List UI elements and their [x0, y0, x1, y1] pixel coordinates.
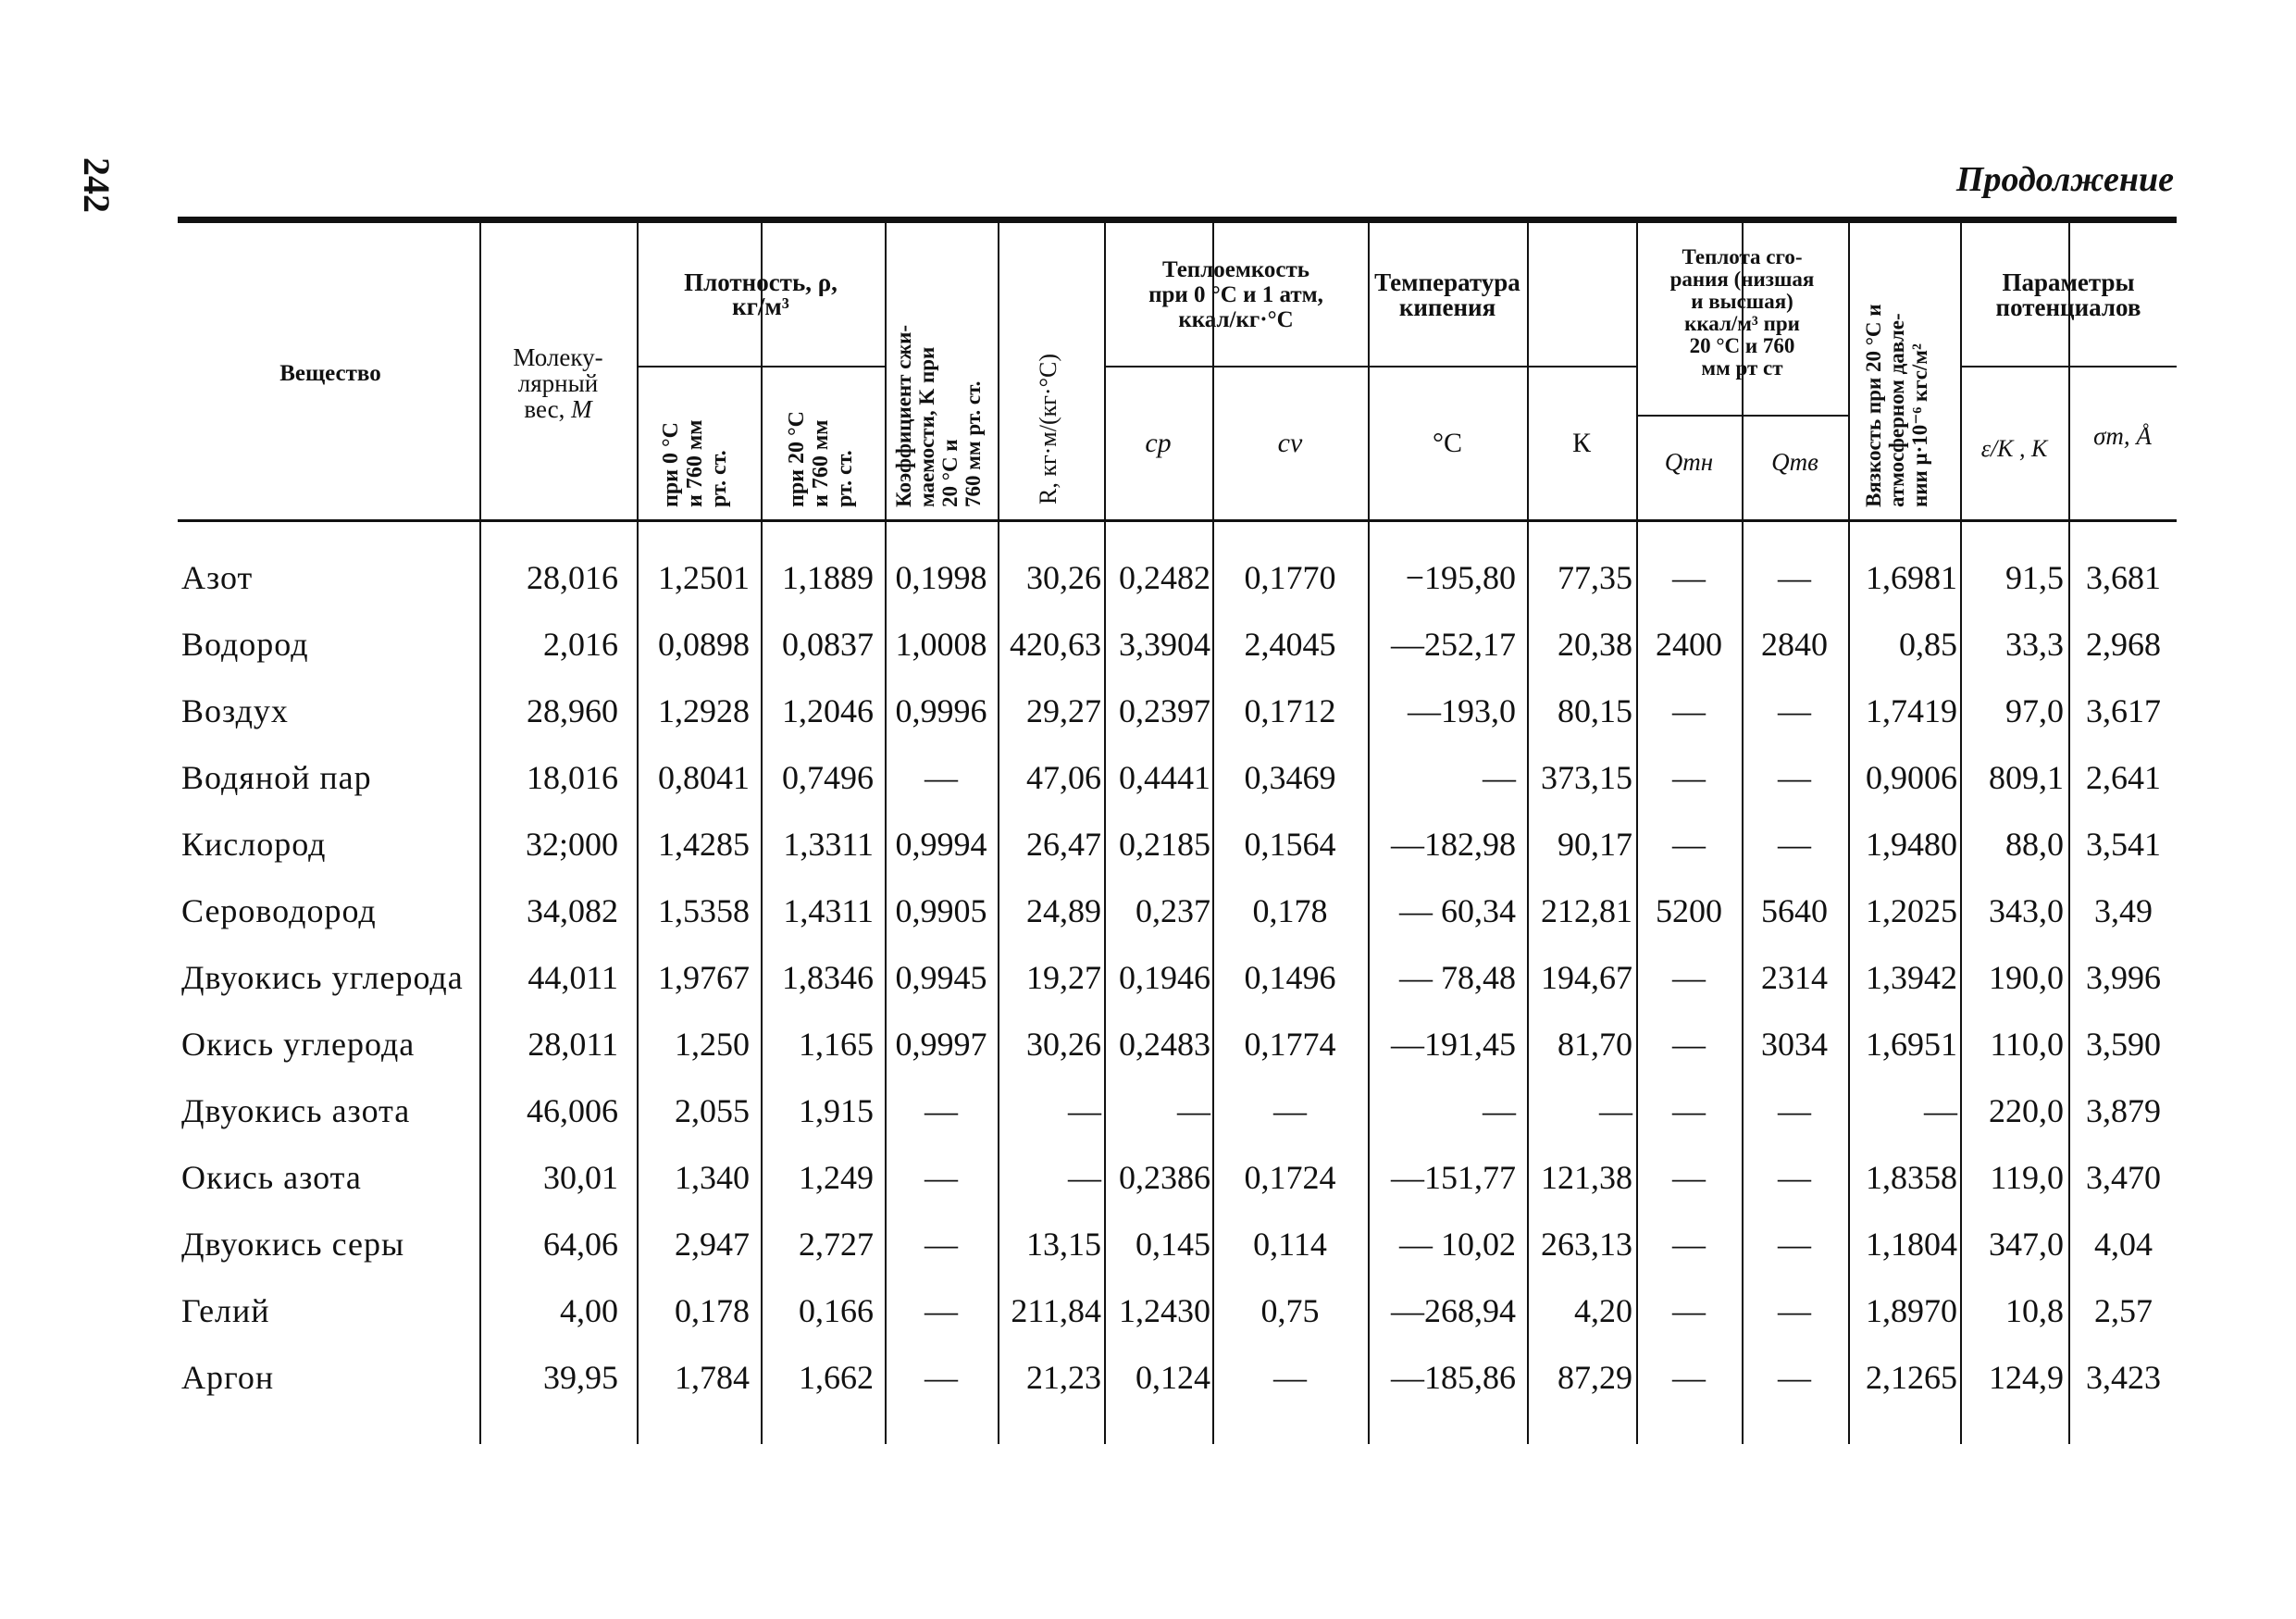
substance-name: Аргон	[181, 1359, 275, 1396]
cell-M: 64,06	[543, 1226, 618, 1263]
cell-qn: —	[1672, 1359, 1706, 1396]
header-boiling-group: Температура кипения	[1374, 268, 1520, 321]
cell-K: —	[925, 1292, 958, 1329]
cell-rho0: 1,250	[675, 1026, 750, 1063]
cell-sig: 3,996	[2086, 959, 2161, 996]
cell-mu: 0,85	[1899, 626, 1957, 663]
header-sigma: σm, Å	[2093, 422, 2152, 450]
cell-qn: 5200	[1656, 892, 1722, 929]
cell-eps: 347,0	[1989, 1226, 2064, 1263]
cell-M: 39,95	[543, 1359, 618, 1396]
table-row	[0, 1277, 2296, 1344]
cell-rho0: 1,784	[675, 1359, 750, 1396]
cell-qv: 2314	[1761, 959, 1828, 996]
cell-tk: 81,70	[1558, 1026, 1632, 1063]
header-boiling-k: К	[1571, 428, 1591, 458]
table-row	[0, 944, 2296, 1011]
cell-R: 13,15	[1026, 1226, 1101, 1263]
cell-K: 0,9945	[895, 959, 987, 996]
cell-M: 28,960	[527, 692, 618, 729]
substance-name: Двуокись серы	[181, 1226, 405, 1263]
cell-eps: 91,5	[2005, 559, 2064, 596]
cell-qn: —	[1672, 1026, 1706, 1063]
cell-rho20: 1,249	[799, 1159, 874, 1196]
cell-rho20: 1,3311	[783, 826, 874, 863]
cell-eps: 88,0	[2005, 826, 2064, 863]
cell-sig: 3,423	[2086, 1359, 2161, 1396]
cell-cp: 0,2482	[1119, 559, 1210, 596]
cell-rho0: 2,947	[675, 1226, 750, 1263]
cell-sig: 3,617	[2086, 692, 2161, 729]
header-density-0: при 0 °С и 760 мм рт. ст.	[659, 419, 731, 507]
cell-rho0: 1,2928	[658, 692, 750, 729]
header-combustion-group: Теплота сго- рания (низшая и высшая) ккал/м³ при 20 °С и 760 мм рт ст	[1669, 245, 1815, 380]
cell-mu: 1,8970	[1866, 1292, 1957, 1329]
cell-qn: —	[1672, 1292, 1706, 1329]
cell-K: 0,9996	[895, 692, 987, 729]
cell-rho0: 1,9767	[658, 959, 750, 996]
substance-name: Кислород	[181, 826, 327, 863]
substance-name: Водяной пар	[181, 759, 372, 796]
cell-qv: —	[1778, 692, 1811, 729]
cell-sig: 3,681	[2086, 559, 2161, 596]
header-q-high: Qтв	[1771, 448, 1818, 476]
cell-tc: —268,94	[1391, 1292, 1516, 1329]
table-row	[0, 1344, 2296, 1411]
cell-tk: 263,13	[1541, 1226, 1632, 1263]
cell-R: 47,06	[1026, 759, 1101, 796]
header-density-group: Плотность, ρ, кг/м³	[684, 268, 838, 320]
table-row	[0, 1211, 2296, 1277]
cell-tk: 87,29	[1558, 1359, 1632, 1396]
header-cp: cp	[1145, 428, 1172, 458]
cell-sig: 2,57	[2094, 1292, 2153, 1329]
cell-qv: —	[1778, 826, 1811, 863]
cell-R: 420,63	[1010, 626, 1101, 663]
cell-cv: 0,1770	[1244, 559, 1336, 596]
cell-R: 29,27	[1026, 692, 1101, 729]
cell-sig: 3,590	[2086, 1026, 2161, 1063]
cell-rho20: 1,165	[799, 1026, 874, 1063]
cell-tc: —	[1483, 1092, 1516, 1129]
cell-M: 46,006	[527, 1092, 618, 1129]
header-compressibility: Коэффициент сжи- маемости, K при 20 °С и 760 мм рт. ст.	[892, 324, 985, 507]
cell-cp: 0,1946	[1119, 959, 1210, 996]
substance-name: Двуокись углерода	[181, 959, 464, 996]
cell-eps: 10,8	[2005, 1292, 2064, 1329]
cell-M: 30,01	[543, 1159, 618, 1196]
cell-M: 2,016	[543, 626, 618, 663]
table-row	[0, 1077, 2296, 1144]
cell-tk: 121,38	[1541, 1159, 1632, 1196]
cell-tc: —	[1483, 759, 1516, 796]
cell-qn: —	[1672, 826, 1706, 863]
cell-tc: —151,77	[1391, 1159, 1516, 1196]
cell-qv: —	[1778, 1292, 1811, 1329]
cell-cp: 1,2430	[1119, 1292, 1210, 1329]
cell-K: 0,1998	[895, 559, 987, 596]
cell-rho0: 2,055	[675, 1092, 750, 1129]
cell-tk: 90,17	[1558, 826, 1632, 863]
header-eps-k: ε/K , К	[1980, 435, 2048, 462]
cell-qn: —	[1672, 559, 1706, 596]
cell-mu: —	[1924, 1092, 1957, 1129]
cell-rho0: 1,5358	[658, 892, 750, 929]
cell-qv: —	[1778, 559, 1811, 596]
cell-mu: 1,3942	[1866, 959, 1957, 996]
cell-qv: —	[1778, 1226, 1811, 1263]
cell-M: 32;000	[525, 826, 618, 863]
cell-mu: 1,8358	[1866, 1159, 1957, 1196]
substance-name: Сероводород	[181, 892, 377, 929]
cell-rho0: 1,4285	[658, 826, 750, 863]
cell-tc: —252,17	[1391, 626, 1516, 663]
substance-name: Гелий	[181, 1292, 270, 1329]
cell-rho20: 1,915	[799, 1092, 874, 1129]
cell-rho20: 1,2046	[782, 692, 874, 729]
cell-K: 0,9905	[895, 892, 987, 929]
cell-mu: 1,9480	[1866, 826, 1957, 863]
cell-cp: 0,4441	[1119, 759, 1210, 796]
cell-qn: —	[1672, 1092, 1706, 1129]
cell-qn: —	[1672, 759, 1706, 796]
header-bottom-rule	[178, 519, 2177, 522]
cell-cv: 0,3469	[1244, 759, 1336, 796]
cell-mu: 2,1265	[1866, 1359, 1957, 1396]
cell-cv: 0,1712	[1244, 692, 1336, 729]
cell-cp: 0,124	[1136, 1359, 1210, 1396]
header-density-20: при 20 °С и 760 мм рт. ст.	[785, 411, 857, 507]
header-boiling-c: °С	[1432, 428, 1462, 458]
header-heat-capacity-group: Теплоемкость при 0 °С и 1 атм, ккал/кг·°С	[1148, 257, 1323, 332]
cell-rho20: 0,7496	[782, 759, 874, 796]
cell-cp: 0,2185	[1119, 826, 1210, 863]
cell-R: 24,89	[1026, 892, 1101, 929]
cell-qv: —	[1778, 1159, 1811, 1196]
cell-R: 211,84	[1011, 1292, 1101, 1329]
cell-rho20: 1,1889	[782, 559, 874, 596]
cell-rho0: 0,8041	[658, 759, 750, 796]
cell-tc: — 10,02	[1399, 1226, 1516, 1263]
cell-rho0: 1,340	[675, 1159, 750, 1196]
header-molecular-weight: Молеку- лярный вес, M	[513, 343, 603, 423]
header-potential-group: Параметры потенциалов	[1995, 268, 2141, 321]
cell-R: —	[1068, 1092, 1101, 1129]
cell-K: 0,9997	[895, 1026, 987, 1063]
cell-M: 44,011	[527, 959, 618, 996]
cell-qn: —	[1672, 959, 1706, 996]
cell-tc: −195,80	[1405, 559, 1516, 596]
cell-qn: 2400	[1656, 626, 1722, 663]
substance-name: Окись углерода	[181, 1026, 416, 1063]
cell-M: 34,082	[527, 892, 618, 929]
cell-mu: 1,6981	[1866, 559, 1957, 596]
cell-R: —	[1068, 1159, 1101, 1196]
cell-cv: 0,1724	[1244, 1159, 1336, 1196]
cell-mu: 0,9006	[1866, 759, 1957, 796]
header-viscosity: Вязкость при 20 °С и атмосферном давле- нии μ·10⁻⁶ кгс/м²	[1862, 304, 1931, 507]
cell-sig: 4,04	[2094, 1226, 2153, 1263]
substance-name: Водород	[181, 626, 309, 663]
cell-qv: —	[1778, 1359, 1811, 1396]
cell-rho20: 1,662	[799, 1359, 874, 1396]
cell-cv: —	[1273, 1359, 1307, 1396]
cell-tk: 194,67	[1541, 959, 1632, 996]
cell-sig: 3,49	[2094, 892, 2153, 929]
cell-R: 19,27	[1026, 959, 1101, 996]
cell-mu: 1,2025	[1866, 892, 1957, 929]
cell-tk: 373,15	[1541, 759, 1632, 796]
table-top-rule	[178, 217, 2177, 223]
cell-qv: 3034	[1761, 1026, 1828, 1063]
cell-rho20: 0,166	[799, 1292, 874, 1329]
cell-tc: — 78,48	[1399, 959, 1516, 996]
cell-M: 4,00	[560, 1292, 618, 1329]
cell-mu: 1,1804	[1866, 1226, 1957, 1263]
cell-qn: —	[1672, 1159, 1706, 1196]
cell-qn: —	[1672, 1226, 1706, 1263]
cell-cv: 0,75	[1260, 1292, 1320, 1329]
cell-cp: 0,237	[1136, 892, 1210, 929]
cell-cp: 0,2386	[1119, 1159, 1210, 1196]
cell-cv: 0,114	[1253, 1226, 1327, 1263]
table-row	[0, 678, 2296, 744]
cell-K: 1,0008	[895, 626, 987, 663]
cell-mu: 1,7419	[1866, 692, 1957, 729]
substance-name: Двуокись азота	[181, 1092, 411, 1129]
cell-mu: 1,6951	[1866, 1026, 1957, 1063]
cell-cp: 0,2483	[1119, 1026, 1210, 1063]
cell-rho20: 0,0837	[782, 626, 874, 663]
cell-K: —	[925, 759, 958, 796]
cell-tc: —185,86	[1391, 1359, 1516, 1396]
cell-K: 0,9994	[895, 826, 987, 863]
cell-K: —	[925, 1226, 958, 1263]
cell-eps: 97,0	[2005, 692, 2064, 729]
cell-eps: 190,0	[1989, 959, 2064, 996]
cell-rho0: 0,0898	[658, 626, 750, 663]
cell-sig: 2,641	[2086, 759, 2161, 796]
cell-qn: —	[1672, 692, 1706, 729]
cell-cv: 0,178	[1252, 892, 1328, 929]
substance-name: Воздух	[181, 692, 289, 729]
cell-eps: 124,9	[1989, 1359, 2064, 1396]
cell-rho0: 0,178	[675, 1292, 750, 1329]
table-row	[0, 544, 2296, 611]
header-gas-constant: R, кг·м/(кг·°С)	[1035, 354, 1061, 504]
cell-eps: 343,0	[1989, 892, 2064, 929]
table-row	[0, 1011, 2296, 1077]
page-number: 242	[76, 157, 118, 213]
cell-tk: 212,81	[1541, 892, 1632, 929]
cell-cv: 0,1774	[1244, 1026, 1336, 1063]
cell-qv: —	[1778, 1092, 1811, 1129]
substance-name: Окись азота	[181, 1159, 362, 1196]
cell-M: 18,016	[527, 759, 618, 796]
cell-tk: 20,38	[1558, 626, 1632, 663]
cell-rho20: 2,727	[799, 1226, 874, 1263]
cell-cv: 0,1564	[1244, 826, 1336, 863]
cell-eps: 33,3	[2005, 626, 2064, 663]
cell-M: 28,011	[527, 1026, 618, 1063]
cell-tk: 80,15	[1558, 692, 1632, 729]
cell-tc: —191,45	[1391, 1026, 1516, 1063]
cell-tk: 4,20	[1574, 1292, 1632, 1329]
cell-qv: 5640	[1761, 892, 1828, 929]
cell-eps: 220,0	[1989, 1092, 2064, 1129]
header-cv: cv	[1277, 428, 1303, 458]
header-q-low: Qтн	[1664, 448, 1714, 476]
continuation-label: Продолжение	[1955, 160, 2174, 199]
cell-eps: 110,0	[1990, 1026, 2064, 1063]
cell-rho0: 1,2501	[658, 559, 750, 596]
cell-R: 30,26	[1026, 1026, 1101, 1063]
table-row	[0, 744, 2296, 811]
cell-tc: —182,98	[1391, 826, 1516, 863]
cell-sig: 2,968	[2086, 626, 2161, 663]
table-row	[0, 1144, 2296, 1211]
table-row	[0, 811, 2296, 878]
cell-sig: 3,470	[2086, 1159, 2161, 1196]
cell-cp: 0,145	[1136, 1226, 1210, 1263]
cell-tk: —	[1599, 1092, 1632, 1129]
cell-tc: — 60,34	[1399, 892, 1516, 929]
substance-name: Азот	[181, 559, 254, 596]
cell-rho20: 1,8346	[782, 959, 874, 996]
cell-K: —	[925, 1092, 958, 1129]
cell-cv: 2,4045	[1244, 626, 1336, 663]
cell-cv: —	[1273, 1092, 1307, 1129]
cell-R: 26,47	[1026, 826, 1101, 863]
cell-qv: 2840	[1761, 626, 1828, 663]
cell-K: —	[925, 1359, 958, 1396]
cell-R: 30,26	[1026, 559, 1101, 596]
cell-tc: —193,0	[1408, 692, 1516, 729]
cell-cp: 0,2397	[1119, 692, 1210, 729]
cell-tk: 77,35	[1558, 559, 1632, 596]
cell-cp: —	[1177, 1092, 1210, 1129]
cell-cv: 0,1496	[1244, 959, 1336, 996]
table-row	[0, 878, 2296, 944]
cell-cp: 3,3904	[1119, 626, 1210, 663]
cell-R: 21,23	[1026, 1359, 1101, 1396]
cell-sig: 3,879	[2086, 1092, 2161, 1129]
cell-M: 28,016	[527, 559, 618, 596]
cell-sig: 3,541	[2086, 826, 2161, 863]
header-substance: Вещество	[279, 361, 381, 386]
cell-qv: —	[1778, 759, 1811, 796]
cell-rho20: 1,4311	[783, 892, 874, 929]
table-row	[0, 611, 2296, 678]
cell-eps: 119,0	[1990, 1159, 2064, 1196]
cell-K: —	[925, 1159, 958, 1196]
cell-eps: 809,1	[1989, 759, 2064, 796]
